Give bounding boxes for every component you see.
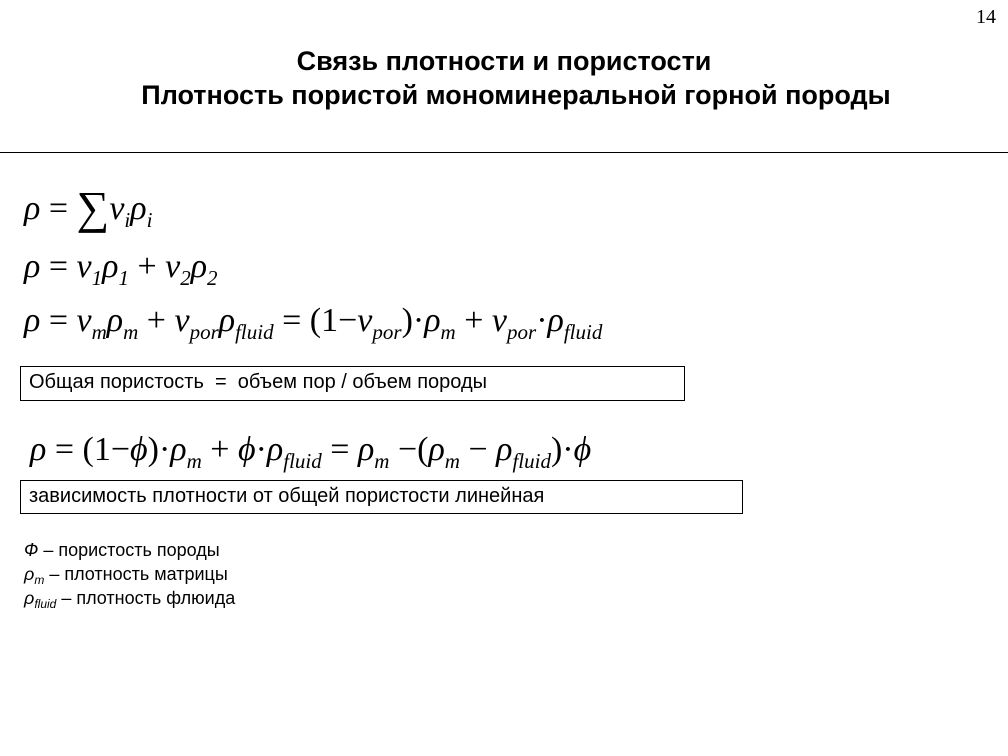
legend-item-rho-m: $\rho_m$ – плотность матрицы bbox=[24, 564, 228, 587]
legend bbox=[24, 538, 235, 610]
title-divider bbox=[0, 152, 1008, 153]
linear-dependence-box: зависимость плотности от общей пористости линейная bbox=[20, 480, 743, 514]
formula-two-component: $\rho = v_1\rho_1 + v_2\rho_2$ bbox=[24, 248, 218, 290]
legend-item-phi: Ф – пористость породы bbox=[24, 540, 220, 560]
porosity-definition-box: Общая пористость = объем пор / объем породы bbox=[20, 366, 685, 401]
formula-porosity-density: $\rho = (1-\phi)\cdot\rho_m + \phi\cdot\rho_{fluid} = \rho_m -(\rho_m - \rho_{fluid})\cdot\phi$ bbox=[30, 431, 592, 473]
slide-title bbox=[0, 44, 1008, 112]
formula-sum-density: $\rho = \sum v_i\rho_i$ bbox=[24, 182, 153, 233]
title-line-2: Плотность пористой мономинеральной горной породы bbox=[141, 80, 891, 110]
legend-item-rho-fluid: $\rho_{fluid}$ – плотность флюида bbox=[24, 588, 236, 611]
page-number: 14 bbox=[976, 6, 996, 28]
formula-matrix-fluid: $\rho = v_m\rho_m + v_{por}\rho_{fluid} = (1-v_{por})\cdot\rho_m + v_{por}\cdot\rho_{fluid}$ bbox=[24, 302, 603, 344]
title-line-1: Связь плотности и пористости bbox=[296, 46, 712, 76]
